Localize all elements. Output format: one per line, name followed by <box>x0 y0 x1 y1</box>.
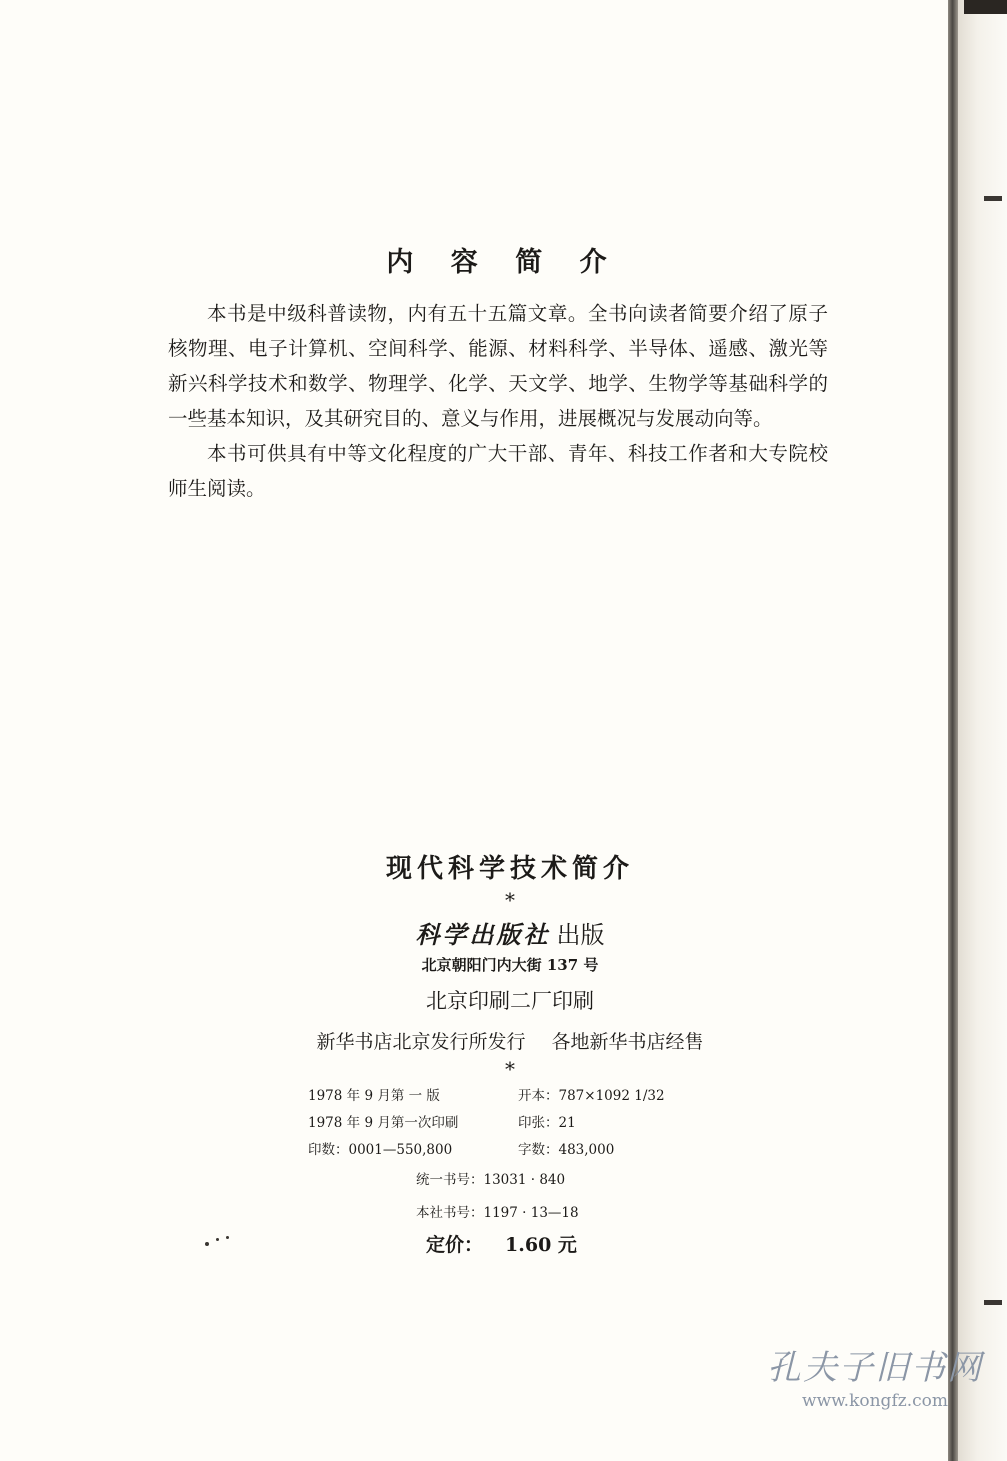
intro-paragraph: 本书是中级科普读物，内有五十五篇文章。全书向读者简要介绍了原子核物理、电子计算机、空间科学、能源、材料科学、半导体、遥感、激光等新兴科学技术和数学、物理学、化学、天文学、地学、生物学等基础科学的一些基本知识，及其研究目的、意义与作用，进展概况与发展动向等。 <box>168 302 828 430</box>
ink-speck <box>216 1238 219 1241</box>
watermark-url: www.kongfz.com <box>802 1391 948 1411</box>
book-numbers <box>416 1168 579 1234</box>
distribution-line <box>260 1027 760 1054</box>
dark-corner-mark <box>964 0 1007 14</box>
publication-specs <box>308 1084 728 1158</box>
price-line <box>426 1230 577 1257</box>
edge-mark <box>984 1300 1002 1305</box>
seller: 各地新华书店经售 <box>551 1031 704 1053</box>
ink-speck <box>226 1236 229 1239</box>
publisher-address: 北京朝阳门内大街 137 号 <box>421 956 599 974</box>
word-count-info: 字数：483,000 <box>518 1142 615 1158</box>
page-edge-shadow <box>948 0 958 1461</box>
publisher-name: 科学出版社 <box>415 920 551 949</box>
sheets-info: 印张：21 <box>518 1115 576 1131</box>
price-label: 定价： <box>426 1234 484 1256</box>
publish-word: 出版 <box>556 921 605 949</box>
watermark-logo <box>765 1340 985 1411</box>
edition-info: 1978 年 9 月第 一 版 <box>308 1088 440 1104</box>
edge-mark <box>984 196 1002 201</box>
publisher-line <box>260 915 760 950</box>
separator-star: * <box>505 1057 515 1081</box>
price-value: 1.60 元 <box>505 1234 577 1256</box>
colophon <box>260 848 760 1081</box>
printer-line: 北京印刷二厂印刷 <box>426 989 594 1013</box>
intro-paragraph: 本书可供具有中等文化程度的广大干部、青年、科技工作者和大专院校师生阅读。 <box>168 442 828 500</box>
adjacent-page-edge <box>958 0 1007 1461</box>
book-title: 现代科学技术简介 <box>385 854 634 884</box>
intro-text <box>168 296 828 506</box>
house-book-number: 本社书号：1197 · 13—18 <box>416 1205 579 1221</box>
unified-book-number: 统一书号：13031 · 840 <box>416 1172 566 1188</box>
watermark-name: 孔夫子旧书网 <box>767 1348 983 1388</box>
printing-info: 1978 年 9 月第一次印刷 <box>308 1115 459 1131</box>
format-info: 开本：787×1092 1/32 <box>518 1088 665 1104</box>
separator-star: * <box>505 888 515 912</box>
ink-speck <box>205 1242 209 1246</box>
print-run-info: 印数：0001—550,800 <box>308 1142 453 1158</box>
distributor: 新华书店北京发行所发行 <box>316 1031 526 1053</box>
intro-heading: 内 容 简 介 <box>386 247 621 278</box>
